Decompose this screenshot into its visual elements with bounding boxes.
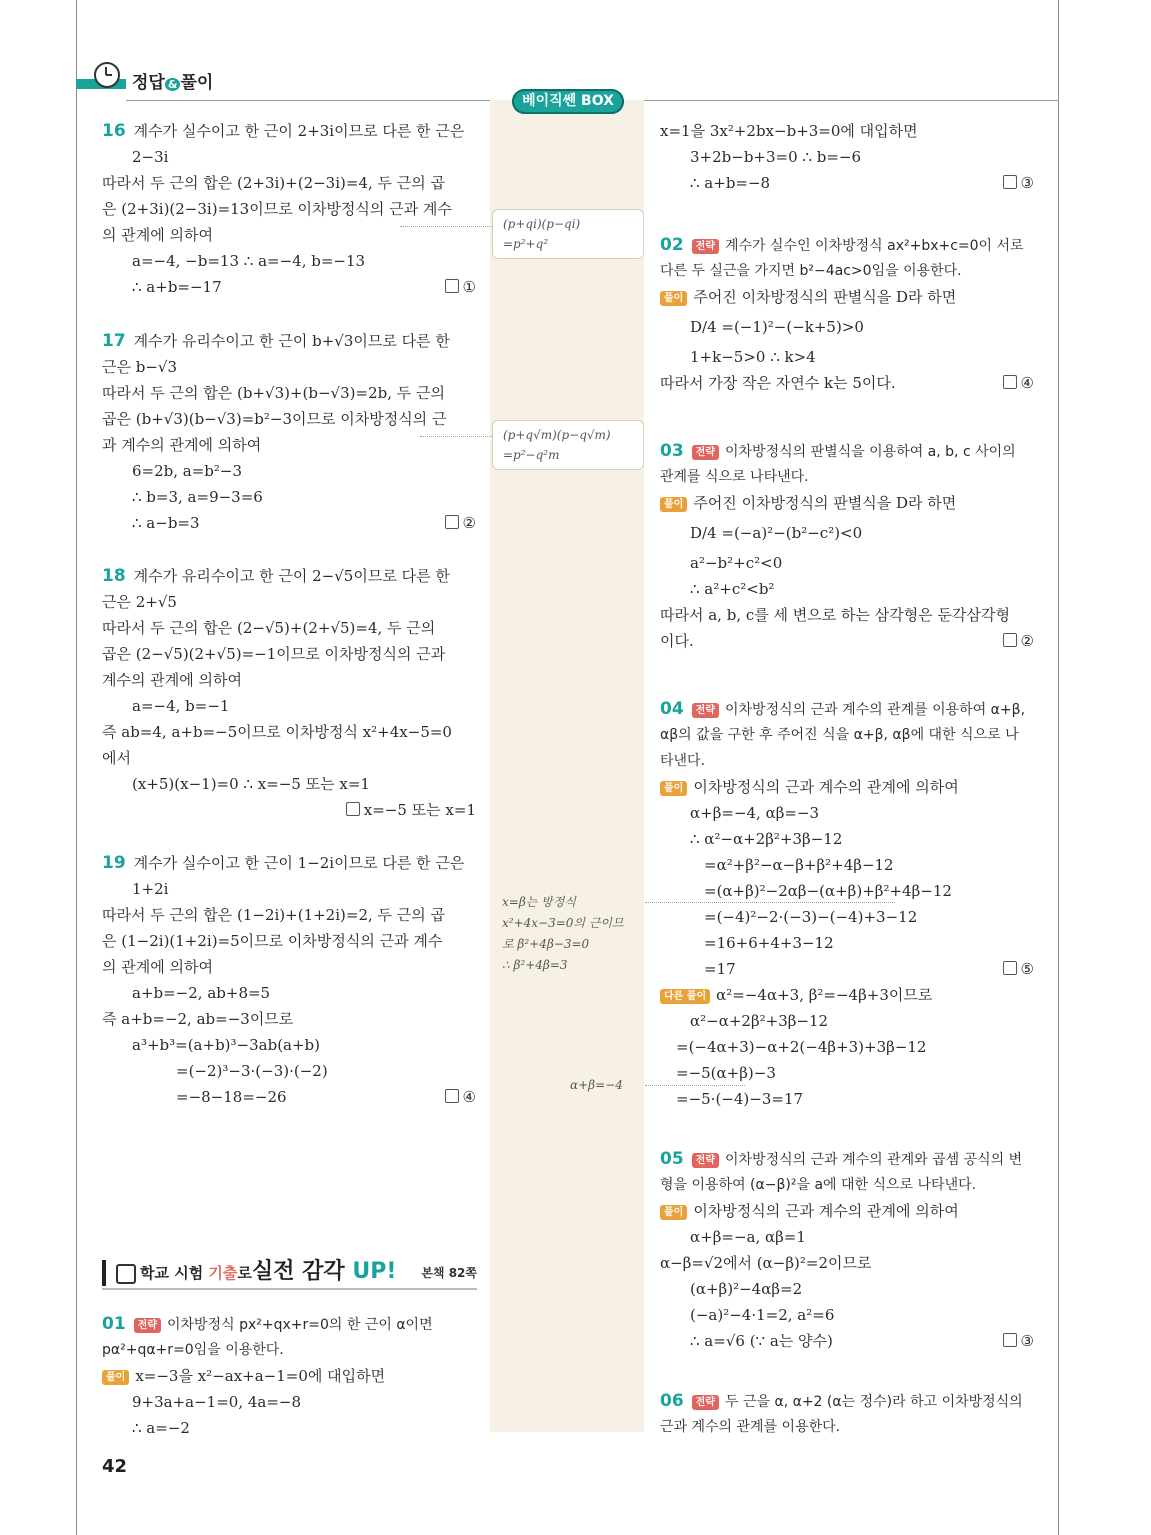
line: 과 계수의 관계에 의하여 xyxy=(102,436,262,454)
line: (α+β)²−4αβ=2 xyxy=(690,1280,803,1298)
line xyxy=(102,1084,476,1110)
line xyxy=(660,370,1034,396)
answer xyxy=(445,510,476,536)
line xyxy=(102,850,476,876)
line: αβ의 값을 구한 후 주어진 식을 α+β, αβ에 대한 식으로 나 xyxy=(660,727,1019,743)
line: =(−2)³−3·(−3)·(−2) xyxy=(176,1062,328,1080)
line: (−a)²−4·1=2, a²=6 xyxy=(690,1306,835,1324)
line xyxy=(660,1388,1034,1414)
line: 근과 계수의 관계를 이용한다. xyxy=(660,1419,841,1435)
line xyxy=(660,284,1034,310)
line xyxy=(102,118,476,144)
line: ∴ a²+c²<b² xyxy=(690,580,775,598)
problem-04 xyxy=(660,696,1034,1112)
text: 이차방정식의 근과 계수의 관계를 이용하여 α+β, xyxy=(725,702,1026,718)
line: (x+5)(x−1)=0 ∴ x=−5 또는 x=1 xyxy=(132,775,370,793)
line: 따라서 두 근의 합은 (2−√5)+(2+√5)=4, 두 근의 xyxy=(102,619,436,637)
line: =(α+β)²−2αβ−(α+β)+β²+4β−12 xyxy=(704,882,952,900)
line: a=−4, −b=13 ∴ a=−4, b=−13 xyxy=(132,252,366,270)
strategy-tag: 전략 xyxy=(692,703,719,718)
line: 따라서 두 근의 합은 (b+√3)+(b−√3)=2b, 두 근의 xyxy=(102,384,446,402)
line: 9+3a+a−1=0, 4a=−8 xyxy=(132,1393,302,1411)
answer-value: ④ xyxy=(462,1088,476,1106)
problem-17 xyxy=(102,328,476,536)
line xyxy=(102,274,476,300)
line: 형을 이용하여 (α−β)²을 a에 대한 식으로 나타낸다. xyxy=(660,1177,977,1193)
page-border-right xyxy=(1058,0,1059,1535)
problem-number: 01 xyxy=(102,1314,126,1334)
line: 의 관계에 의하여 xyxy=(102,958,213,976)
answer-icon xyxy=(445,279,459,293)
line: =−5·(−4)−3=17 xyxy=(676,1090,804,1108)
text: 이차방정식 px²+qx+r=0의 한 근이 α이면 xyxy=(167,1317,433,1333)
line: =16+6+4+3−12 xyxy=(704,934,834,952)
answer-icon xyxy=(1003,175,1017,189)
line xyxy=(102,563,476,589)
line: α²−α+2β²+3β−12 xyxy=(690,1012,829,1030)
line: 따라서 두 근의 합은 (2+3i)+(2−3i)=4, 두 근의 곱 xyxy=(102,174,446,192)
answer-value: ⑤ xyxy=(1020,960,1034,978)
line: 따라서 a, b, c를 세 변으로 하는 삼각형은 둔각삼각형 xyxy=(660,606,1010,624)
line: 곱은 (b+√3)(b−√3)=b²−3이므로 이차방정식의 근 xyxy=(102,410,447,428)
note-line: =p²+q² xyxy=(503,237,549,251)
line: 2−3i xyxy=(132,148,169,166)
line: a=−4, b=−1 xyxy=(132,697,230,715)
banner-bar xyxy=(102,1260,106,1286)
pencil-icon xyxy=(116,1264,136,1284)
text: x=−3을 x²−ax+a−1=0에 대입하면 xyxy=(135,1367,386,1385)
problem-number: 16 xyxy=(102,121,126,141)
text: 계수가 유리수이고 한 근이 2−√5이므로 다른 한 xyxy=(133,567,450,585)
line xyxy=(660,696,1034,722)
answer-icon xyxy=(445,515,459,529)
text: 이차방정식의 판별식을 이용하여 a, b, c 사이의 xyxy=(725,444,1016,460)
answer xyxy=(445,1084,476,1110)
line: D/4 =(−a)²−(b²−c²)<0 xyxy=(690,524,863,542)
line: 근은 b−√3 xyxy=(102,358,178,376)
note-sum: α+β=−4 xyxy=(570,1078,623,1092)
line: α−β=√2에서 (α−β)²=2이므로 xyxy=(660,1254,872,1272)
text: ∴ a−b=3 xyxy=(132,514,200,532)
answer-icon xyxy=(445,1089,459,1103)
line: a²−b²+c²<0 xyxy=(690,554,783,572)
text: ∴ a=√6 (∵ a는 양수) xyxy=(690,1332,833,1350)
problem-18 xyxy=(102,563,476,823)
line xyxy=(660,956,1034,982)
line: 따라서 두 근의 합은 (1−2i)+(1+2i)=2, 두 근의 곱 xyxy=(102,906,446,924)
note-radical-product xyxy=(492,420,644,470)
line: 즉 a+b=−2, ab=−3이므로 xyxy=(102,1010,294,1028)
line: 즉 ab=4, a+b=−5이므로 이차방정식 x²+4x−5=0 xyxy=(102,723,452,741)
text: 계수가 실수이고 한 근이 2+3i이므로 다른 한 근은 xyxy=(133,122,465,140)
note-line: x²+4x−3=0의 근이므 xyxy=(502,916,624,930)
line: a+b=−2, ab+8=5 xyxy=(132,984,271,1002)
problem-19 xyxy=(102,850,476,1110)
text: 주어진 이차방정식의 판별식을 D라 하면 xyxy=(693,494,957,512)
line: pα²+qα+r=0임을 이용한다. xyxy=(102,1342,284,1358)
answer-icon xyxy=(1003,633,1017,647)
note-line: (p+q√m)(p−q√m) xyxy=(503,428,611,442)
line xyxy=(660,232,1034,258)
line: α+β=−4, αβ=−3 xyxy=(690,804,820,822)
text: 이차방정식의 근과 계수의 관계에 의하여 xyxy=(693,1202,959,1220)
answer-value: ③ xyxy=(1020,1332,1034,1350)
line: 은 (2+3i)(2−3i)=13이므로 이차방정식의 근과 계수 xyxy=(102,200,452,218)
text: ∴ a+b=−17 xyxy=(132,278,222,296)
line: 다른 두 실근을 가지면 b²−4ac>0임을 이용한다. xyxy=(660,263,962,279)
banner-rule xyxy=(102,1288,477,1290)
strategy-tag: 전략 xyxy=(134,1318,161,1333)
line xyxy=(102,510,476,536)
line: 1+k−5>0 ∴ k>4 xyxy=(690,348,816,366)
page-border-left xyxy=(76,0,77,1535)
problem-01 xyxy=(102,1311,476,1441)
line: ∴ a=−2 xyxy=(132,1419,190,1437)
answer xyxy=(1003,170,1034,196)
solution-tag: 풀이 xyxy=(660,781,687,796)
line xyxy=(660,1198,1034,1224)
line: α+β=−a, αβ=1 xyxy=(690,1228,806,1246)
answer xyxy=(1003,956,1034,982)
line: ∴ α²−α+2β²+3β−12 xyxy=(690,830,843,848)
strategy-tag: 전략 xyxy=(692,445,719,460)
answer xyxy=(1003,1328,1034,1354)
text: 따라서 가장 작은 자연수 k는 5이다. xyxy=(660,374,896,392)
line xyxy=(102,1363,476,1389)
answer-icon xyxy=(1003,1333,1017,1347)
text: 주어진 이차방정식의 판별식을 D라 하면 xyxy=(693,288,957,306)
problem-number: 03 xyxy=(660,441,684,461)
strategy-tag: 전략 xyxy=(692,239,719,254)
text: α²=−4α+3, β²=−4β+3이므로 xyxy=(716,986,933,1004)
problem-03 xyxy=(660,438,1034,654)
note-line: x=β는 방정식 xyxy=(502,895,576,909)
text: 이다. xyxy=(660,632,694,650)
line: a³+b³=(a+b)³−3ab(a+b) xyxy=(132,1036,321,1054)
note-line: ∴ β²+4β=3 xyxy=(502,958,568,972)
text: =17 xyxy=(704,960,736,978)
answer xyxy=(346,797,476,823)
problem-number: 04 xyxy=(660,699,684,719)
answer-icon xyxy=(1003,961,1017,975)
answer-value: ④ xyxy=(1020,374,1034,392)
problem-number: 18 xyxy=(102,566,126,586)
line xyxy=(660,774,1034,800)
line xyxy=(660,438,1034,464)
line xyxy=(660,490,1034,516)
basic-box-strip xyxy=(490,100,644,1432)
line: 계수의 관계에 의하여 xyxy=(102,671,242,689)
problem-number: 05 xyxy=(660,1149,684,1169)
note-line: (p+qi)(p−qi) xyxy=(503,217,581,231)
line: 1+2i xyxy=(132,880,169,898)
line: 은 (1−2i)(1+2i)=5이므로 이차방정식의 근과 계수 xyxy=(102,932,443,950)
text: 계수가 실수인 이차방정식 ax²+bx+c=0이 서로 xyxy=(725,238,1024,254)
line xyxy=(102,328,476,354)
solution-tag: 풀이 xyxy=(660,1205,687,1220)
line: 관계를 식으로 나타낸다. xyxy=(660,469,809,485)
problem-number: 02 xyxy=(660,235,684,255)
problem-number: 06 xyxy=(660,1391,684,1411)
line: =(−4α+3)−α+2(−4β+3)+3β−12 xyxy=(676,1038,927,1056)
note-line: 로 β²+4β−3=0 xyxy=(502,937,590,951)
note-beta-root xyxy=(502,892,642,976)
answer-icon xyxy=(1003,375,1017,389)
problem-06 xyxy=(660,1388,1034,1440)
problem-16 xyxy=(102,118,476,300)
line: 의 관계에 의하여 xyxy=(102,226,213,244)
answer-icon xyxy=(346,802,360,816)
line: ∴ b=3, a=9−3=6 xyxy=(132,488,263,506)
line xyxy=(102,1311,476,1337)
answer-value: ① xyxy=(462,278,476,296)
line: =−5(α+β)−3 xyxy=(676,1064,776,1082)
answer-value: x=−5 또는 x=1 xyxy=(363,801,476,819)
answer xyxy=(1003,370,1034,396)
text: 계수가 유리수이고 한 근이 b+√3이므로 다른 한 xyxy=(133,332,450,350)
text: 두 근을 α, α+2 (α는 정수)라 하고 이차방정식의 xyxy=(725,1394,1023,1410)
line: =α²+β²−α−β+β²+4β−12 xyxy=(704,856,894,874)
problem-01-continued xyxy=(660,118,1034,196)
line: 곱은 (2−√5)(2+√5)=−1이므로 이차방정식의 근과 xyxy=(102,645,446,663)
section-banner xyxy=(102,1252,477,1290)
text: 계수가 실수이고 한 근이 1−2i이므로 다른 한 근은 xyxy=(133,854,465,872)
strategy-tag: 전략 xyxy=(692,1395,719,1410)
line xyxy=(102,797,476,823)
answer-value: ② xyxy=(1020,632,1034,650)
solution-tag: 풀이 xyxy=(660,291,687,306)
note-complex-product xyxy=(492,209,644,259)
line xyxy=(660,1328,1034,1354)
basic-box-label: 베이직쎈 BOX xyxy=(512,89,624,114)
note-line: =p²−q²m xyxy=(503,448,560,462)
text: 이차방정식의 근과 계수의 관계에 의하여 xyxy=(693,778,959,796)
problem-number: 17 xyxy=(102,331,126,351)
answer-value: ③ xyxy=(1020,174,1034,192)
line: 6=2b, a=b²−3 xyxy=(132,462,243,480)
problem-number: 19 xyxy=(102,853,126,873)
problem-05 xyxy=(660,1146,1034,1354)
answer xyxy=(1003,628,1034,654)
line: 3+2b−b+3=0 ∴ b=−6 xyxy=(690,148,862,166)
line: 타낸다. xyxy=(660,753,706,769)
banner-subtitle: 학교 시험 기출로 xyxy=(140,1264,252,1282)
alt-solution-tag: 다른 풀이 xyxy=(660,989,710,1004)
text: =−8−18=−26 xyxy=(176,1088,287,1106)
banner-title: 실전 감각 UP! xyxy=(252,1259,397,1284)
line: 근은 2+√5 xyxy=(102,593,177,611)
line: 에서 xyxy=(102,749,131,767)
line: x=1을 3x²+2bx−b+3=0에 대입하면 xyxy=(660,122,918,140)
solution-tag: 풀이 xyxy=(102,1370,129,1385)
text: 이차방정식의 근과 계수의 관계와 곱셈 공식의 변 xyxy=(725,1152,1023,1168)
page-number: 42 xyxy=(102,1456,128,1477)
answer xyxy=(445,274,476,300)
clock-icon xyxy=(94,62,120,88)
text: ∴ a+b=−8 xyxy=(690,174,771,192)
answer-value: ② xyxy=(462,514,476,532)
line xyxy=(660,1146,1034,1172)
line xyxy=(660,170,1034,196)
line xyxy=(660,982,1034,1008)
strategy-tag: 전략 xyxy=(692,1153,719,1168)
banner-page-ref: 본책 82쪽 xyxy=(421,1266,477,1280)
problem-02 xyxy=(660,232,1034,396)
line: =(−4)²−2·(−3)−(−4)+3−12 xyxy=(704,908,918,926)
line xyxy=(660,628,1034,654)
header-title: 정답 & 풀이 xyxy=(132,73,214,93)
line: D/4 =(−1)²−(−k+5)>0 xyxy=(690,318,864,336)
solution-tag: 풀이 xyxy=(660,497,687,512)
